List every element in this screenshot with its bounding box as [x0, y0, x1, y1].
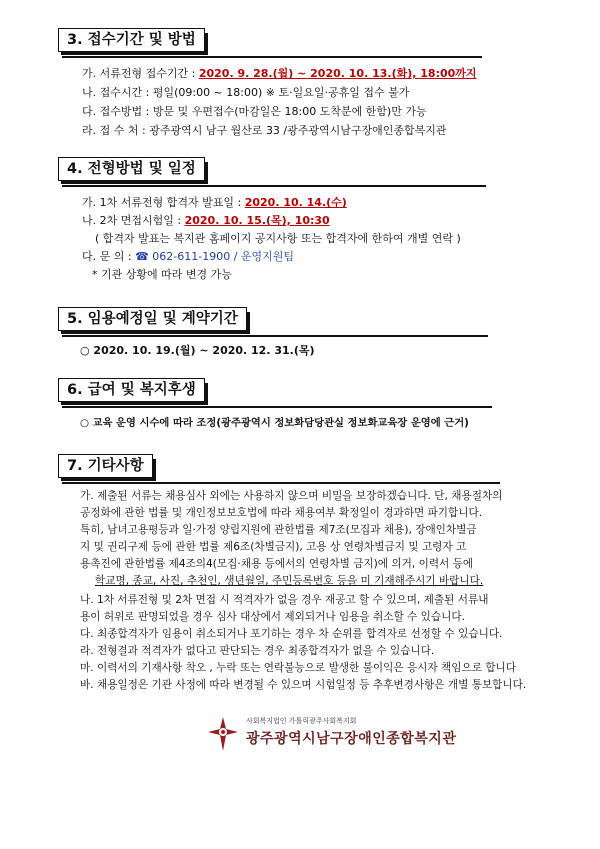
section-title: 5. 임용예정일 및 계약기간 — [58, 307, 247, 331]
section-7-item-d: 라. 전형결과 적격자가 없다고 판단되는 경우 최종합격자가 없을 수 있습니다. — [80, 645, 435, 657]
logo-title: 광주광역시남구장애인종합복지관 — [246, 731, 457, 747]
section-4-note: ( 합격자 발표는 복지관 홈페이지 공지사항 또는 합격자에 한하여 개별 연락 ) — [95, 232, 461, 245]
section-7-item-f: 바. 채용일정은 기관 사정에 따라 변경될 수 있으며 시험일정 등 추후변경사항은 개별 통보합니다. — [80, 679, 527, 691]
phone-icon: ☎ — [135, 250, 149, 263]
section-title: 3. 접수기간 및 방법 — [58, 28, 205, 52]
cross-emblem-icon — [206, 716, 240, 752]
section-4-item-a: 가. 1차 서류전형 합격자 발표일 : 2020. 10. 14.(수) — [82, 196, 347, 209]
section-4-item-b: 나. 2차 면접시험일 : 2020. 10. 15.(목), 10:30 — [82, 214, 330, 227]
paragraph-line: 가. 제출된 서류는 채용심사 외에는 사용하지 않으며 비밀을 보장하겠습니다. 단, 채용절차의 — [80, 490, 503, 502]
paragraph-line: 학교명, 종교, 사진, 추천인, 생년월일, 주민등록번호 등을 미 기재해주시기 바랍니다. — [95, 575, 484, 587]
section-title: 7. 기타사항 — [58, 454, 153, 478]
section-3-item-a: 가. 서류전형 접수기간 : 2020. 9. 28.(월) ~ 2020. 10. 13.(화), 18:00까지 — [82, 67, 477, 80]
section-3-item-b: 나. 접수시간 : 평일(09:00 ~ 18:00) ※ 토·일요일·공휴일 접수 불가 — [82, 86, 410, 99]
paragraph-line: 공정화에 관한 법률 및 개인정보보호법에 따라 채용여부 확정일이 경과하면 파기합니다. — [80, 507, 483, 519]
section-7-item-e: 마. 이력서의 기재사항 착오 , 누락 또는 연락불능으로 발생한 불이익은 응시자 책임으로 합니다 — [80, 662, 517, 674]
paragraph-line: 나. 1차 서류전형 및 2차 면접 시 적격자가 없을 경우 재공고 할 수 있으며, 제출된 서류내 — [80, 594, 489, 606]
paragraph-line: 용촉진에 관한법률 제4조의4(모집·채용 등에서의 연령차별 금지)에 의거, 이력서 등에 — [80, 558, 474, 570]
section-title: 4. 전형방법 및 일정 — [58, 157, 205, 181]
section-3-item-d: 라. 접 수 처 : 광주광역시 남구 월산로 33 /광주광역시남구장애인종합복지관 — [82, 124, 447, 137]
first-result-date: 2020. 10. 14.(수) — [244, 196, 347, 209]
section-7-item-b — [80, 592, 550, 626]
section-7-item-a — [80, 488, 550, 590]
interview-date: 2020. 10. 15.(목), 10:30 — [184, 214, 330, 227]
section-4-change-note: * 기관 상황에 따라 변경 가능 — [92, 268, 232, 281]
logo-subtitle: 사회복지법인 가톨릭광주사회복지회 — [246, 717, 357, 725]
section-3-item-c: 다. 접수방법 : 방문 및 우편접수(마감일은 18:00 도착분에 한함)만 가능 — [82, 105, 427, 118]
section-title: 6. 급여 및 복지후생 — [58, 378, 205, 402]
paragraph-line: 지 및 권리구제 등에 관한 법률 제6조(차별금지), 고용 상 연령차별금지 및 고령자 고 — [80, 541, 467, 553]
section-6-salary: ○ 교육 운영 시수에 따라 조정(광주광역시 정보화담당관실 정보화교육장 운영에 근거) — [80, 417, 469, 429]
paragraph-line: 용이 허위로 판명되었을 경우 심사 대상에서 제외되거나 임용을 취소할 수 있습니다. — [80, 611, 465, 623]
section-7-item-c: 다. 최종합격자가 임용이 취소되거나 포기하는 경우 차 순위를 합격자로 선정할 수 있습니다. — [80, 628, 503, 640]
application-period: 2020. 9. 28.(월) ~ 2020. 10. 13.(화), 18:00까지 — [198, 67, 477, 80]
paragraph-line: 특히, 남녀고용평등과 일·가정 양립지원에 관한법률 제7조(모집과 채용), 장애인차별금 — [80, 524, 477, 536]
section-4-item-c: 다. 문 의 : ☎ 062-611-1900 / 운영지원팀 — [82, 250, 295, 263]
contact-value: 062-611-1900 / 운영지원팀 — [148, 250, 295, 263]
section-5-period: ○ 2020. 10. 19.(월) ~ 2020. 12. 31.(목) — [80, 344, 315, 357]
institution-logo — [206, 716, 457, 756]
